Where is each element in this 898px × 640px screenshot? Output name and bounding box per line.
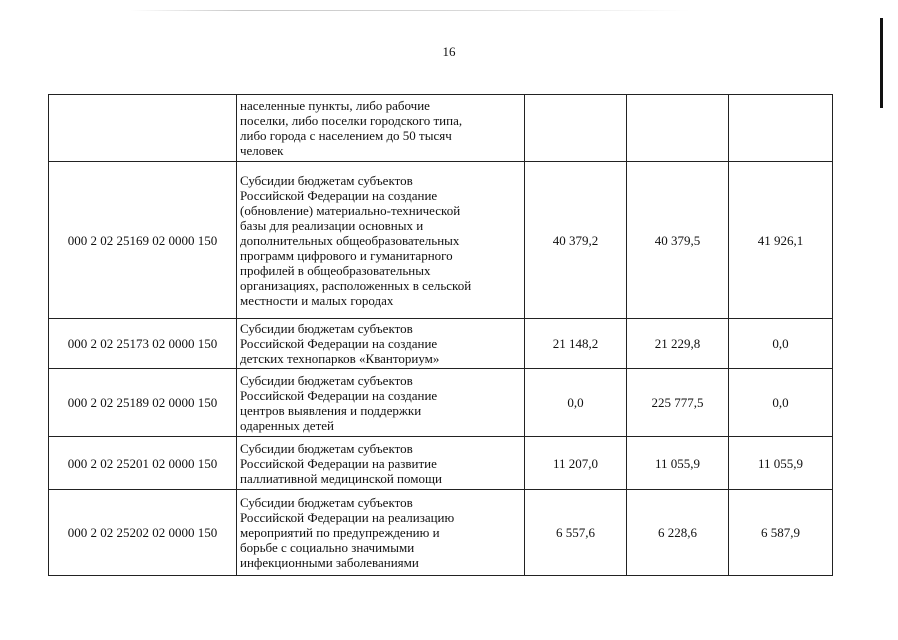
table-row <box>49 162 833 319</box>
description-line: дополнительных общеобразовательных <box>240 232 460 248</box>
description-line: местности и малых городах <box>240 292 394 308</box>
amount-cell-year-1: 21 148,2 <box>525 319 627 369</box>
amount-cell-year-1: 40 379,2 <box>525 162 627 319</box>
description-cell <box>237 319 525 369</box>
amount-cell-year-1: 6 557,6 <box>525 490 627 576</box>
budget-code-cell: 000 2 02 25173 02 0000 150 <box>49 319 237 369</box>
description-cell <box>237 162 525 319</box>
page-number: 16 <box>442 44 456 59</box>
description-cell <box>237 437 525 490</box>
description-line: Субсидии бюджетам субъектов <box>240 321 413 336</box>
budget-code-cell <box>49 95 237 162</box>
scan-artifact-line <box>130 10 690 11</box>
description-line: организациях, расположенных в сельской <box>240 277 472 293</box>
description-line: либо города с населением до 50 тысяч <box>240 128 452 143</box>
amount-cell-year-3: 11 055,9 <box>729 437 833 490</box>
description-line: Российской Федерации на развитие <box>240 455 437 471</box>
description-line: детских технопарков «Кванториум» <box>240 351 440 366</box>
description-line: мероприятий по предупреждению и <box>240 525 440 540</box>
table-row <box>49 369 833 437</box>
budget-table-body <box>49 95 833 576</box>
description-line: Субсидии бюджетам субъектов <box>240 172 413 188</box>
description-line: борьбе с социально значимыми <box>240 540 415 555</box>
description-line: поселки, либо поселки городского типа, <box>240 113 463 128</box>
amount-cell-year-2: 21 229,8 <box>627 319 729 369</box>
table-row <box>49 490 833 576</box>
budget-code-cell: 000 2 02 25169 02 0000 150 <box>49 162 237 319</box>
description-line: Субсидии бюджетам субъектов <box>240 372 413 388</box>
description-cell <box>237 95 525 162</box>
amount-cell-year-2 <box>627 95 729 162</box>
amount-cell-year-2: 225 777,5 <box>627 369 729 437</box>
description-line: инфекционными заболеваниями <box>240 555 419 570</box>
description-line: базы для реализации основных и <box>240 217 424 233</box>
description-cell <box>237 369 525 437</box>
budget-code-cell: 000 2 02 25201 02 0000 150 <box>49 437 237 490</box>
description-line: центров выявления и поддержки <box>240 402 422 418</box>
description-line: одаренных детей <box>240 417 334 433</box>
amount-cell-year-3: 0,0 <box>729 319 833 369</box>
amount-cell-year-1: 0,0 <box>525 369 627 437</box>
description-line: Российской Федерации на создание <box>240 387 438 403</box>
table-row <box>49 319 833 369</box>
description-line: Российской Федерации на реализацию <box>240 510 455 525</box>
description-line: профилей в общеобразовательных <box>240 262 431 278</box>
amount-cell-year-3: 6 587,9 <box>729 490 833 576</box>
description-line: человек <box>240 143 284 158</box>
description-line: Российской Федерации на создание <box>240 336 438 351</box>
description-line: Субсидии бюджетам субъектов <box>240 495 413 510</box>
description-line: Субсидии бюджетам субъектов <box>240 440 413 456</box>
description-cell <box>237 490 525 576</box>
table-row <box>49 95 833 162</box>
amount-cell-year-3 <box>729 95 833 162</box>
amount-cell-year-2: 11 055,9 <box>627 437 729 490</box>
amount-cell-year-1: 11 207,0 <box>525 437 627 490</box>
amount-cell-year-2: 40 379,5 <box>627 162 729 319</box>
amount-cell-year-3: 41 926,1 <box>729 162 833 319</box>
amount-cell-year-3: 0,0 <box>729 369 833 437</box>
description-line: паллиативной медицинской помощи <box>240 470 442 486</box>
description-line: Российской Федерации на создание <box>240 187 438 203</box>
budget-code-cell: 000 2 02 25202 02 0000 150 <box>49 490 237 576</box>
description-line: населенные пункты, либо рабочие <box>240 98 430 113</box>
amount-cell-year-2: 6 228,6 <box>627 490 729 576</box>
margin-bar <box>880 18 883 108</box>
budget-table <box>48 94 833 576</box>
budget-code-cell: 000 2 02 25189 02 0000 150 <box>49 369 237 437</box>
description-line: (обновление) материально-технической <box>240 202 461 218</box>
table-row <box>49 437 833 490</box>
amount-cell-year-1 <box>525 95 627 162</box>
description-line: программ цифрового и гуманитарного <box>240 247 453 263</box>
